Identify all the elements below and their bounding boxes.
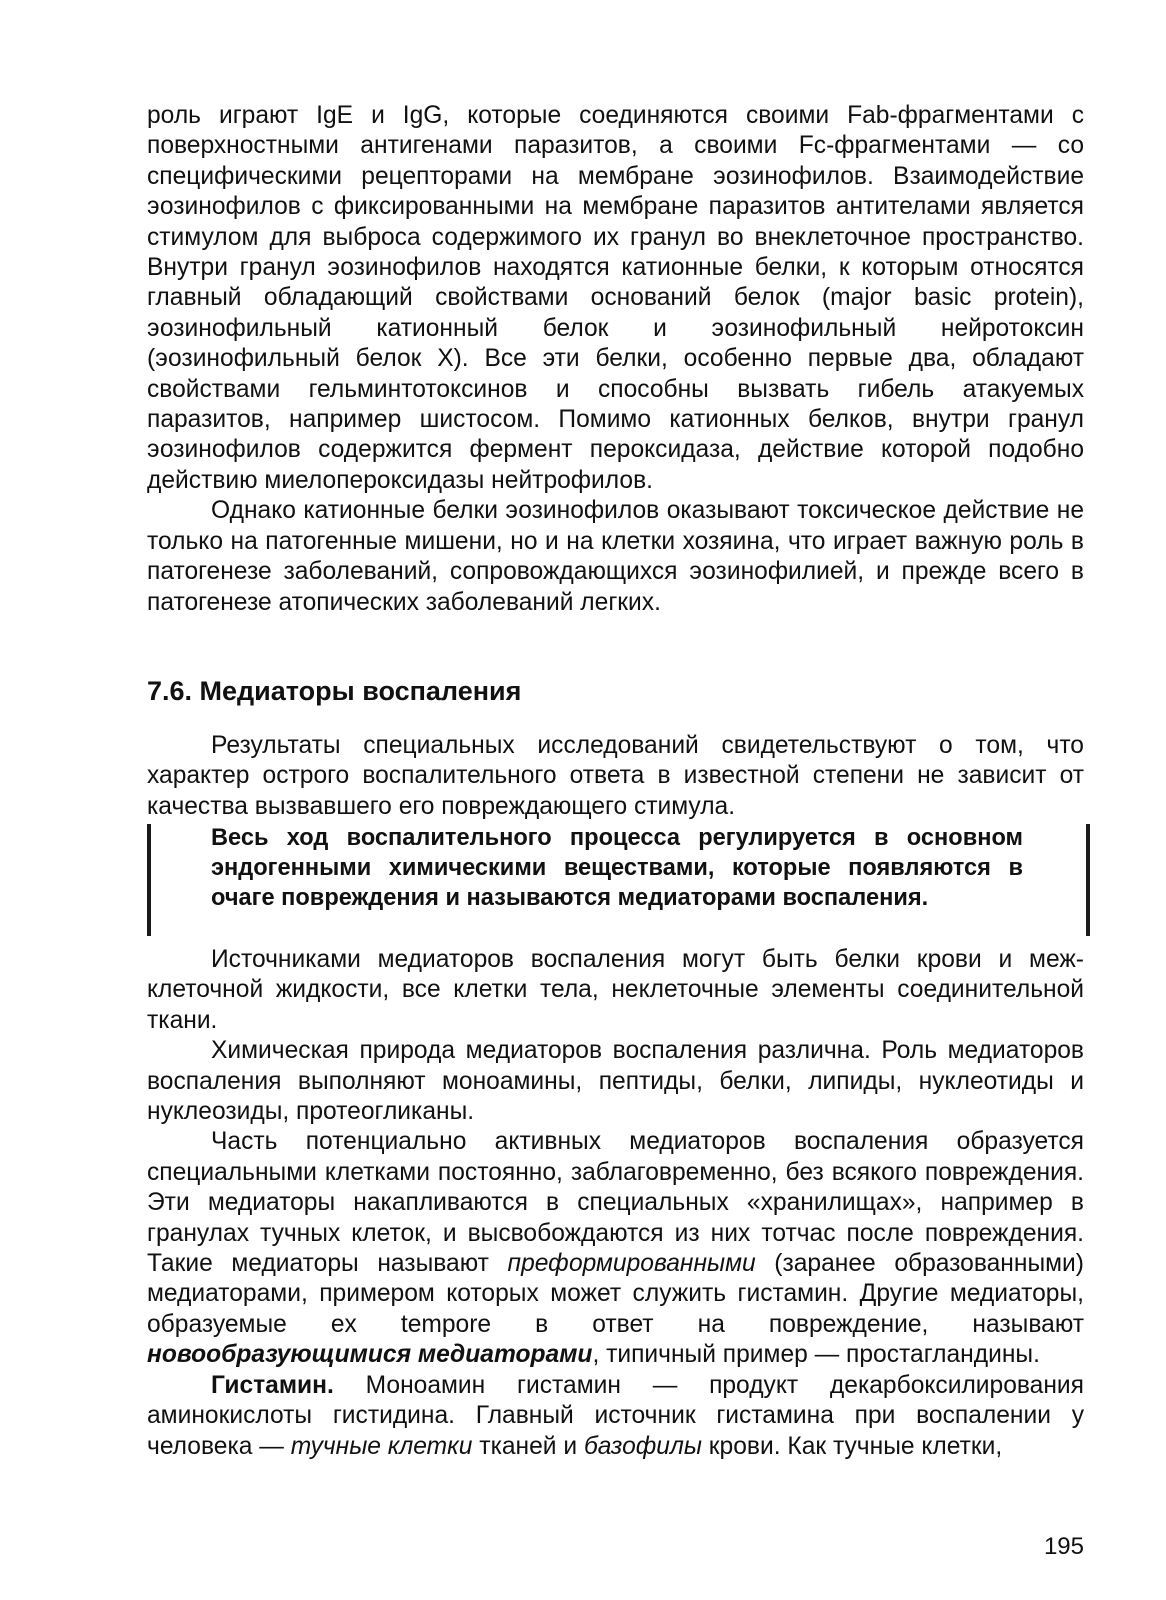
text-run: Моноамин гистамин — продукт декарбоксилирования аминокислоты гистидина. Главный источник гистамина при воспалении у человека —: [147, 1371, 1084, 1460]
italic-term-basophils: базофилы: [583, 1432, 702, 1460]
callout-box: [147, 824, 1090, 942]
paragraph-chemical-nature: Химическая природа медиаторов воспаления различна. Роль медиаторов воспаления выполняют моноамины, пептиды, белки, липиды, нуклеотиды и нуклеозиды, протеогликаны.: [147, 1037, 1084, 1126]
text-run: крови. Как тучные клетки,: [701, 1432, 1003, 1460]
text-block-top: [147, 101, 1084, 618]
paragraph-mediator-sources: Источниками медиаторов воспаления могут быть белки крови и межклеточной жидкости, все клетки тела, неклеточные элементы соединительной ткани.: [147, 946, 1084, 1034]
text-block-main: [147, 945, 1084, 1462]
text-block-intro: [147, 731, 1084, 822]
callout-left-bar: [147, 824, 151, 936]
paragraph-cationic-proteins: Однако катионные белки эозинофилов оказывают токсическое действие не только на патогенные мишени, но и на клетки хозяина, что играет важную роль в патогенезе заболеваний, сопровождающихся эозинофилией, и прежде всего в патогенезе атопических заболеваний легких.: [147, 497, 1084, 616]
text-run: (заранее образованными) медиаторами, примером которых может служить гистамин. Другие медиаторы, образуемые ex tempore в ответ на повреждение, называют: [147, 1250, 1084, 1338]
section-heading: 7.6. Медиаторы воспаления: [147, 676, 522, 706]
paragraph-eosinophil-mechanism: роль играют IgE и IgG, которые соединяются своими Fab-фрагментами с поверхностными антигенами паразитов, а своими Fc-фрагментами — со специфическими рецепторами на мембране эозинофилов. Взаимодействие эозинофилов с фиксированными на мембране паразитов антителами является стимулом для выброса содержимого их гранул во внеклеточное пространство. Внутри гранул эозинофилов находятся катионные белки, к которым относятся главный обладающий свойствами оснований белок (major basic protein), эозинофильный катионный белок и эозинофильный нейротоксин (эозинофильный белок X). Все эти белки, особенно первые два, обладают свойствами гельминтотоксинов и способны вызвать гибель атакуемых паразитов, например шистосом. Помимо катионных белков, внутри гранул эозинофилов содержится фермент пероксидаза, действие которой подобно действию миелопероксидазы нейтрофилов.: [147, 102, 1084, 494]
bold-italic-term-newly-formed: новообразующимися медиаторами: [147, 1341, 593, 1369]
text-run: , типичный пример — простагландины.: [592, 1341, 1040, 1369]
italic-term-preformed: преформированными: [507, 1250, 756, 1278]
text-run: тканей и: [472, 1432, 584, 1460]
callout-text: Весь ход воспалительного процесса регулируется в основном эндогенными химическими веществами, которые появляются в очаге повреждения и называются медиаторами воспаления.: [211, 825, 1023, 911]
text-run: Часть потенциально активных медиаторов воспаления образуется специальными клетками постоянно, заблаговременно, без всякого повреждения. Эти медиаторы накапливаются в специальных «хранилищах», например в гранулах тучных клеток, и высвобождаются из них тотчас после повреждения. Такие медиаторы называют: [147, 1128, 1084, 1278]
callout-right-bar: [1086, 824, 1090, 936]
italic-term-mast-cells: тучные клетки: [290, 1432, 473, 1460]
page-number: 195: [1043, 1533, 1084, 1560]
paragraph-preformed-mediators: [147, 1127, 1084, 1370]
bold-term-histamine: Гистамин.: [211, 1371, 334, 1399]
paragraph-histamine: [147, 1371, 1084, 1462]
paragraph-research-results: Результаты специальных исследований свидетельствуют о том, что характер острого воспалительного ответа в известной степени не зависит от качества вызвавшего его повреждающего стимула.: [147, 732, 1084, 820]
